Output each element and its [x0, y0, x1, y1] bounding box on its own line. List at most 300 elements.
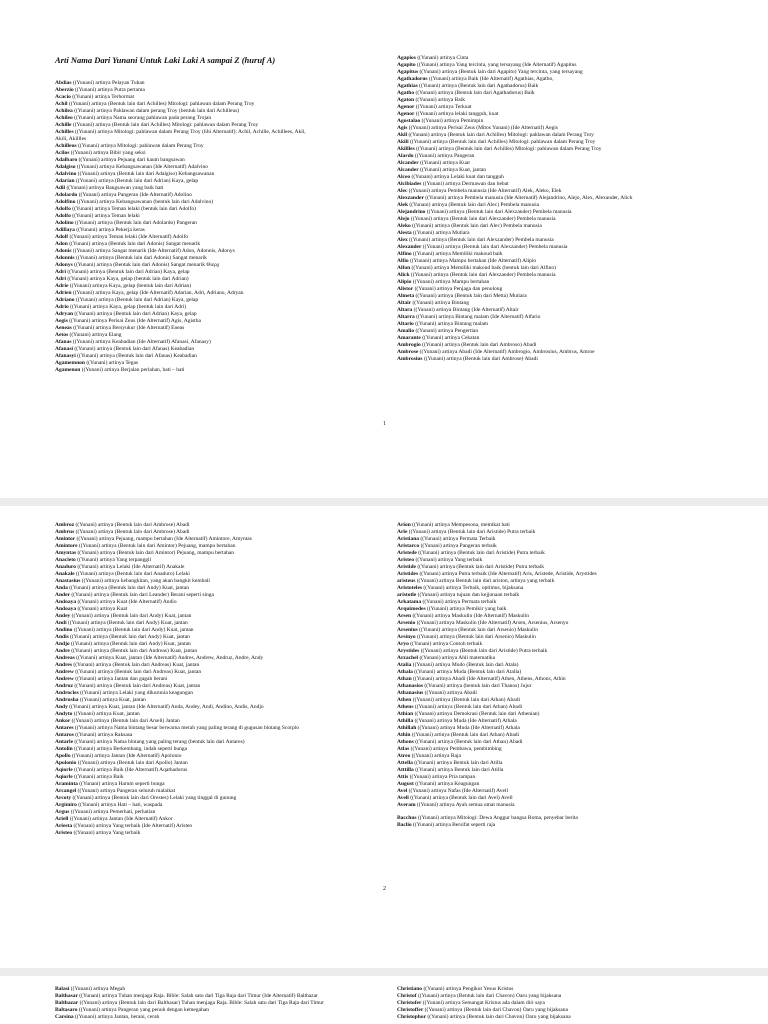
name-entry [397, 993, 571, 1000]
name-entry [55, 248, 306, 255]
entry-meaning: ((Yunani) artinya Penjaga dan penolong [413, 286, 503, 292]
entry-name: Atreo [397, 753, 411, 759]
entry-meaning: ((Yunani) artinya (Bentuk lain dari Athan) Abadi [413, 739, 523, 745]
entry-name: Aegis [55, 318, 68, 324]
entry-name: Andis [55, 634, 69, 640]
entry-name: Akillles [397, 146, 415, 152]
name-entry [55, 311, 306, 318]
entry-meaning: ((Yunani) artinya (Bentuk lain dari Andy) Kuat, jantan [69, 641, 191, 647]
entry-name: Acilos [55, 150, 70, 156]
entry-meaning: ((Yunani) artinya (Bentuk lain dari Andy) Kuat, jantan [72, 627, 194, 633]
name-entry [55, 101, 306, 108]
entry-meaning: ((Yunani) artinya Pembela manusia (Ide Alternatif) Alek, Aleko, Elek [407, 188, 562, 194]
name-entry [55, 718, 299, 725]
entry-meaning: ((Yunani) artinya Contoh terbaik [408, 641, 483, 647]
entry-meaning: ((Yunani) artinya Demokrasi (Bentuk lain dari Athenian) [413, 711, 540, 717]
entry-meaning: ((Yunani) artinya Terkuat [414, 104, 472, 110]
entry-name: Attella [397, 760, 413, 766]
name-entry [55, 613, 299, 620]
name-entry [55, 986, 324, 993]
entry-name: Andoaya [55, 606, 77, 612]
name-entry [55, 690, 299, 697]
name-entry [55, 816, 299, 823]
entry-meaning: ((Yunani) artinya Ayah semua umat manusia [415, 802, 515, 808]
entry-meaning: ((Yunani) artinya (Bentuk lain dari Amintor) Pejuang, mampu bertahan [76, 550, 235, 556]
name-entry [55, 157, 306, 164]
entry-name: Ambrogio [397, 342, 421, 348]
entry-name: Andino [55, 627, 73, 633]
entry-name: Andrew [55, 669, 74, 675]
entry-meaning: ((Yunani) artinya Yang terbaik (Ide Alternatif) Aristeo [72, 823, 193, 829]
entry-name: Agostalao [397, 118, 421, 124]
entry-name: Altair [397, 300, 412, 306]
entry-name: Alfon [397, 265, 411, 271]
entry-name: Adolf [55, 234, 69, 240]
entry-name: Ambrus [55, 529, 75, 535]
entry-name: Almeta [397, 293, 415, 299]
entry-meaning: ((Yunani) artinya Cinta [415, 55, 469, 61]
entry-name: Adri [55, 276, 66, 282]
entry-meaning: ((Yunani) artinya (Bentuk lain dari Amintor) Pejuang, mampu bertahan [77, 543, 236, 549]
entry-meaning: ((Yunani) artinya (Bentuk lain dari Alexzander) Pembela manusia [409, 272, 556, 278]
entry-name: Andrusha [55, 697, 79, 703]
entry-meaning: ((Yunani) artinya Pekerja keras [74, 227, 145, 233]
entry-meaning: ((Yunani) artinya Pemerhati, perhatian [69, 809, 156, 815]
name-entry [55, 206, 306, 213]
name-entry [55, 536, 299, 543]
name-entry [55, 297, 306, 304]
entry-meaning: ((Yunani) artinya (Bentuk lain dari Adonis) Sangat menarik [74, 255, 207, 261]
entry-meaning: ((Yunani) artinya (Bentuk lain dari Agathadorus) Baik [414, 90, 535, 96]
name-entry [55, 676, 299, 683]
entry-name: Afanasyi [55, 353, 76, 359]
entry-name: Adonys [55, 262, 73, 268]
name-entry [397, 613, 597, 620]
name-entry [55, 185, 306, 192]
name-entry [55, 164, 306, 171]
name-entry [55, 578, 299, 585]
name-entry [55, 1007, 324, 1014]
name-entry [397, 676, 597, 683]
entry-name: Andey [55, 613, 71, 619]
name-entry [397, 774, 597, 781]
entry-meaning: ((Yunani) artinya Putra terbaik (Ide Alternatif) Aris, Aristede, Aristide, Arystides [418, 571, 597, 577]
name-entry [55, 802, 299, 809]
entry-name: Alick [397, 272, 410, 278]
entry-name: Andrew [55, 676, 74, 682]
entry-name: Aristarco [397, 543, 420, 549]
entry-meaning: ((Yunani) artinya (Bentuk lain dari Leander) Berani seperti singa [69, 592, 214, 598]
entry-name: Carsina [55, 1014, 74, 1020]
entry-name: Baclio [397, 822, 412, 828]
name-entry [397, 279, 632, 286]
entry-meaning: ((Yunani) artinya Kaya, gelap (bentuk lain dari Adrian) [68, 283, 192, 289]
entry-meaning: ((Yunani) artinya (Bentuk lain dari Alec) Pembela manusia [410, 223, 542, 229]
name-entry [55, 80, 306, 87]
entry-meaning: ((Yunani) artinya (Bentuk lain dari Andy) Kuat, jantan [66, 620, 188, 626]
entry-meaning: ((Yunani) artinya (Bentuk lain dari Achilles) Mitologi: pahlawan dalam Perang Troy [414, 146, 602, 152]
entry-meaning: ((Yunani) artinya (Bentuk lain dari Ambrose) Abadi [74, 529, 190, 535]
entry-meaning: ((Yunani) artinya Kuat, jantan (Ide Alternatif) Andres, Andrew, Andruz, Andre, Andy [74, 655, 264, 661]
entry-meaning: ((Yunani) artinya Muda (Bentuk lain dari Atalla) [412, 669, 522, 675]
entry-name: Christiano [397, 986, 423, 992]
entry-name: Christophor [397, 1014, 427, 1020]
entry-meaning: ((Yunani) artinya Teman lelaki [70, 213, 140, 219]
entry-name: Amintor [55, 536, 76, 542]
entry-name: Attis [397, 774, 409, 780]
name-entry [55, 557, 299, 564]
name-entry [397, 342, 632, 349]
entry-name: Ambrosius [397, 356, 423, 362]
entry-name: Andres [55, 662, 73, 668]
entry-meaning: ((Yunani) artinya Memiliki makoud baik [411, 251, 503, 257]
name-entry [55, 87, 306, 94]
name-entry [397, 795, 597, 802]
entry-meaning: ((Yunani) artinya (Bentuk lain dari Adrian) Kaya, gelap [74, 178, 199, 184]
entry-name: Alexander [397, 244, 422, 250]
entry-name: Avel [397, 788, 408, 794]
entry-meaning: ((Yunani) artinya Bintang malam (Ide Alternatif) Alfario [414, 314, 541, 320]
name-entry [55, 283, 306, 290]
entry-name: Balthazar [55, 1000, 79, 1006]
entry-name: Athian [397, 711, 414, 717]
name-entry [55, 627, 299, 634]
entry-name: Androcles [55, 690, 79, 696]
name-entry [397, 237, 632, 244]
entry-meaning: ((Yunani) artinya Megah [69, 986, 126, 992]
entry-name: Antarle [55, 739, 74, 745]
entry-meaning: ((Yunani) artinya Pengikut Yesus Kristus [422, 986, 514, 992]
entry-name: Agenor [397, 111, 415, 117]
name-entry [55, 108, 306, 115]
name-entry [55, 213, 306, 220]
entry-name: Agamenon [55, 367, 81, 373]
name-entry [397, 641, 597, 648]
entry-name: Apolonio [55, 760, 77, 766]
entry-meaning: ((Yunani) artinya Mutiara [411, 230, 470, 236]
name-entry [55, 669, 299, 676]
name-entry [397, 753, 597, 760]
entry-meaning: ((Yunani) artinya Nama bintang besar berwarna merah yang paling terang di gugusan bintang Scorpio [73, 725, 299, 731]
entry-meaning: ((Yunani) artinya lelaki tangguh, kuat [414, 111, 499, 117]
name-entry [55, 150, 306, 157]
entry-name: Arquimedes [397, 606, 426, 612]
name-entry [55, 543, 299, 550]
entry-name: Athin [397, 732, 411, 738]
name-entry [55, 367, 306, 374]
entry-meaning: ((Yunani) artinya Kuat, jantan [72, 711, 140, 717]
entry-name: Ariesta [55, 823, 73, 829]
name-entry [397, 669, 597, 676]
name-entry [55, 178, 306, 185]
name-entry [397, 118, 632, 125]
entry-name: Aristede [397, 550, 417, 556]
entry-name: Alipio [397, 279, 412, 285]
entry-meaning: ((Yunani) artinya Jantan (Ide Alternatif) Apolonio [70, 753, 182, 759]
name-entry [55, 585, 299, 592]
entry-name: Aryo [397, 641, 409, 647]
entry-meaning: ((Yunani) artinya (Bentuk lain dari Andy) Kuat, jantan [68, 634, 190, 640]
entry-name: Achilleus [55, 143, 77, 149]
entry-name: Aberzio [55, 87, 74, 93]
name-entry [55, 143, 306, 150]
entry-meaning: ((Yunani) artinya (Bentuk lain dari Andy) Kuat, jantan [67, 585, 189, 591]
name-entry [397, 181, 632, 188]
entry-meaning: ((Yunani) artinya (Bentuk lain dari Ambrose) Abadi [422, 356, 538, 362]
entry-meaning: ((Yunani) artinya (Bentuk lain dari Anaduro) Lelaki [74, 571, 190, 577]
name-entry [397, 648, 597, 655]
entry-meaning: ((Yunani) artinya Raja [410, 753, 461, 759]
entry-name: Aeneas [55, 325, 72, 331]
document-title: Arti Nama Dari Yunani Untuk Laki Laki A sampai Z (huruf A) [55, 55, 276, 65]
entry-meaning: ((Yunani) artinya Keagungan [413, 781, 480, 787]
entry-name: Amintore [55, 543, 78, 549]
entry-meaning: ((Yunani) artinya (Bentuk lain dari Alexzander) Pembela manusia [421, 244, 568, 250]
entry-name: Adonis [55, 248, 72, 254]
entry-name: Antares [55, 725, 74, 731]
entry-name: Altara [397, 307, 413, 313]
name-entry [397, 564, 597, 571]
name-entry [397, 571, 597, 578]
entry-meaning: ((Yunani) artinya (Bentuk lain dari Arseli) Jantan [70, 718, 180, 724]
entry-meaning: ((Yunani) artinya (Bentuk lain dari Athan) Abadi [413, 704, 523, 710]
entry-meaning: ((Yunani) artinya Ahli matematika [418, 655, 496, 661]
entry-meaning: ((Yunani) artinya Baik (Ide Alternatif) Aqathadorus [72, 767, 188, 773]
entry-name: Athala [397, 669, 413, 675]
name-entry [55, 262, 306, 269]
entry-name: Agaton [397, 97, 415, 103]
entry-meaning: ((Yunani) artinya Bintang [411, 300, 469, 306]
entry-meaning: ((Yunani) artinya (Bentuk lain dari Alexzander) Pembela manusia [425, 209, 572, 215]
name-entry [397, 711, 597, 718]
entry-meaning: ((Yunani) artinya Harum seperti bunga [77, 781, 165, 787]
entry-meaning: ((Yunani) artinya Sangat menarik (Ide Alternatif) Adon, Adonnis, Adonys [71, 248, 235, 254]
entry-name: Arcoty [55, 795, 72, 801]
entry-meaning: ((Yunani) artinya Kaya, gelap (bentuk lain dari Adrian) [66, 276, 189, 282]
entry-meaning: ((Yunani) artinya Kuat, jantan [78, 697, 146, 703]
entry-meaning: ((Yunani) artinya Kaya, gelap (bentuk lain dari Adri) [68, 304, 187, 310]
right-column [397, 986, 571, 1021]
name-entry [397, 139, 632, 146]
name-entry [55, 683, 299, 690]
entry-meaning: ((Yunani) artinya (Bentuk lain dari Agapito) Yang tercinta, yang tersayang [418, 69, 583, 75]
entry-meaning: ((Yunani) artinya Dermawan dan hebat [421, 181, 509, 187]
entry-name: Alek [397, 202, 408, 208]
entry-meaning: ((Yunani) artinya Semangat Kristus ada dalam diri saya [421, 1000, 545, 1006]
entry-name: Alardo [397, 153, 414, 159]
entry-meaning: ((Yunani) artinya Kaya, gelap (Ide Alternatif) Adarian, Adri, Adriano, Adryan [71, 290, 244, 296]
entry-meaning: ((Yunani) artinya Bentuk lain dari Atilla [413, 767, 504, 773]
name-entry [55, 353, 306, 360]
name-entry [55, 227, 306, 234]
name-entry [55, 788, 299, 795]
entry-name: Achileo [55, 115, 73, 121]
entry-meaning: ((Yunani) artinya Jantan (Ide Alternatif) Ankor [68, 816, 173, 822]
name-entry [397, 104, 632, 111]
entry-meaning: ((Yunani) artinya Baik [414, 97, 465, 103]
name-entry [397, 599, 597, 606]
name-entry [397, 265, 632, 272]
entry-meaning: ((Yunani) artinya Abadi [423, 690, 477, 696]
name-entry [397, 781, 597, 788]
entry-name: Christofer [397, 1000, 422, 1006]
entry-name: Aleko [397, 223, 411, 229]
name-entry [397, 760, 597, 767]
name-entry [55, 809, 299, 816]
entry-meaning: ((Yunani) artinya (Bentuk lain dari Andreas) Kuat, jantan [69, 648, 198, 654]
entry-name: Atttilla [397, 767, 414, 773]
name-entry [55, 241, 306, 248]
entry-meaning: ((Yunani) artinya (Bentuk lain dari Chavon) Oaru yang bijaksana [416, 993, 562, 999]
name-entry [55, 725, 299, 732]
name-entry [55, 606, 299, 613]
entry-name: Ambrose [397, 349, 419, 355]
entry-meaning: ((Yunani) artinya (Bentuk lain dari Ambrose) Abadi [74, 522, 190, 528]
entry-meaning: ((Yunani) artinya (Bentuk lain dari Andy) Kuat, jantan [70, 613, 192, 619]
name-entry [55, 220, 306, 227]
name-entry [55, 739, 299, 746]
name-entry [397, 627, 597, 634]
entry-meaning: ((Yunani) artinya Mampu bertahan [411, 279, 490, 285]
entry-name: Amalio [397, 328, 415, 334]
entry-name: Alfio [397, 258, 409, 264]
name-entry [55, 276, 306, 283]
entry-meaning: ((Yunani) artinya (Bentuk lain dari Andreas) Kuat, jantan [73, 669, 202, 675]
name-entry [55, 620, 299, 627]
entry-name: Amarante [397, 335, 421, 341]
entry-meaning: ((Yunani) artinya (Bentuk lain dari Orestes) Lelaki yang tinggal di gunung [71, 795, 237, 801]
name-entry [397, 83, 632, 90]
name-entry [397, 592, 597, 599]
entry-name: Adonnis [55, 255, 75, 261]
entry-meaning: ((Yunani) artinya (Bentuk lain dari Apollo) Jantan [76, 760, 188, 766]
entry-meaning: ((Yunani) artinya Pembawa, pembimbing [409, 746, 502, 752]
name-entry [397, 822, 597, 829]
entry-name: Avell [397, 795, 409, 801]
entry-name: Achilles [55, 129, 74, 135]
name-entry [397, 606, 597, 613]
name-entry [55, 304, 306, 311]
entry-name: Arsinyo [397, 634, 416, 640]
entry-meaning: ((Yunani) artinya Abadi (Ide Alternatif) Ambrogio, Ambrosius, Ambrus, Amroe [418, 349, 595, 355]
entry-name: Baltasaro [55, 1007, 78, 1013]
entry-name: Agenor [397, 104, 415, 110]
entry-meaning: ((Yunani) artinya Bangsawan yang baik hati [65, 185, 164, 191]
entry-name: Agamemnon [55, 360, 85, 366]
entry-meaning: ((Yunani) artinya Maskulin (Ide Alternatif) Arsen, Arsenius, Arsenyo [415, 620, 569, 626]
name-entry [397, 739, 597, 746]
entry-name: Adolardo [55, 192, 78, 198]
name-entry [397, 557, 597, 564]
name-entry [397, 578, 597, 585]
name-entry [55, 332, 306, 339]
entry-meaning: ((Yunani) artinya Perisai Zeus (Ide Alternatif) Agis, Agistha [67, 318, 201, 324]
entry-meaning: ((Yunani) artinya Abadi (Ide Alternatif) Athen, Athens, Athons, Athin [411, 676, 566, 682]
right-column [397, 55, 632, 363]
entry-name: Adalgiso [55, 164, 76, 170]
name-entry [397, 543, 597, 550]
name-entry [397, 69, 632, 76]
name-entry [397, 1000, 571, 1007]
right-column [397, 522, 597, 829]
name-entry [55, 697, 299, 704]
entry-meaning: ((Yunani) artinya Yang terbaik [72, 830, 141, 836]
entry-name: Arystides [397, 648, 420, 654]
name-entry [55, 339, 306, 346]
entry-meaning: ((Yunani) artinya Raksasa [73, 732, 133, 738]
entry-meaning: ((Yunani) artinya Teman lelaki (bentuk lain dari Adolfo) [70, 206, 196, 212]
name-entry [397, 788, 597, 795]
entry-name: Andjo [55, 641, 70, 647]
entry-name: Alfino [397, 251, 412, 257]
name-entry [55, 634, 299, 641]
left-column [55, 986, 324, 1021]
entry-name: Acacio [55, 94, 71, 100]
name-entry [55, 1000, 324, 1007]
entry-meaning: ((Yunani) artinya Tuhan menjaga Raja. Bible: Salah satu dari Tiga Raja dari Timur (Ide Alternatif) Balthazar [77, 993, 318, 999]
entry-meaning: ((Yunani) artinya Kebangsawanan (bentuk lain dari Adalvino) [75, 199, 214, 205]
name-entry [55, 564, 299, 571]
entry-name: Athens [397, 704, 414, 710]
entry-meaning: ((Yunani) artinya Kuat, jantan [418, 167, 487, 173]
name-entry [55, 255, 306, 262]
entry-name: Adillaya [55, 227, 75, 233]
entry-meaning: ((Yunani) artinya Nafas (Ide Alternatif) Avell [407, 788, 508, 794]
entry-meaning: ((Yunani) artinya Yang terbaik [414, 557, 483, 563]
entry-meaning: ((Yunani) artinya Tegas [84, 360, 139, 366]
name-entry [397, 97, 632, 104]
name-entry [55, 655, 299, 662]
entry-name: Anakale [55, 571, 75, 577]
name-entry [397, 111, 632, 118]
entry-name: Aristide [397, 564, 416, 570]
entry-meaning: ((Yunani) artinya Yang tercinta, yang tersayang (Ide Alternatif) Agapitus [415, 62, 577, 68]
entry-name: Arcangel [55, 788, 77, 794]
name-entry [55, 795, 299, 802]
entry-meaning: ((Yunani) artinya Lelaki kuat dan tangguh [410, 174, 504, 180]
name-entry [397, 251, 632, 258]
entry-meaning: ((Yunani) artinya Kuat [418, 160, 470, 166]
entry-name: Aristeo [397, 557, 415, 563]
entry-name: Athan [397, 676, 412, 682]
entry-name: Andruz [55, 683, 74, 689]
entry-meaning: ((Yunani) artinya Bentuk lain dari Atilla [412, 760, 503, 766]
entry-name: Athanasius [397, 690, 424, 696]
name-entry [397, 704, 597, 711]
entry-name: Adarian [55, 178, 75, 184]
entry-name: Athen [397, 697, 412, 703]
entry-name: Adrio [55, 304, 69, 310]
name-entry [55, 774, 299, 781]
name-entry [55, 993, 324, 1000]
entry-name: Aristoteles [397, 585, 423, 591]
entry-name: Adolfo [55, 213, 71, 219]
entry-meaning: ((Yunani) artinya (Bentuk lain dari Adonis) Sangat menarik [67, 241, 201, 247]
entry-meaning: ((Yunani) artinya (Bentuk lain dari Aristide) Putra terbaik [407, 529, 536, 535]
document-page-2 [0, 506, 768, 968]
entry-meaning: ((Yunani) artinya (Bentuk lain dari Adalgiso) Kebangsawanan [76, 171, 215, 177]
entry-name: August [397, 781, 414, 787]
entry-meaning: ((Yunani) artinya (Bentuk lain dari Andreas) Kuat, jantan [72, 662, 200, 668]
entry-meaning: ((Yunani) artinya Permata Terbaik [419, 536, 496, 542]
name-entry [55, 234, 306, 241]
entry-name: Alexzander [397, 195, 424, 201]
left-column [55, 55, 306, 374]
name-entry [55, 136, 306, 143]
entry-name: Anastasius [55, 578, 81, 584]
name-entry [397, 634, 597, 641]
entry-name: Alejandrino [397, 209, 426, 215]
